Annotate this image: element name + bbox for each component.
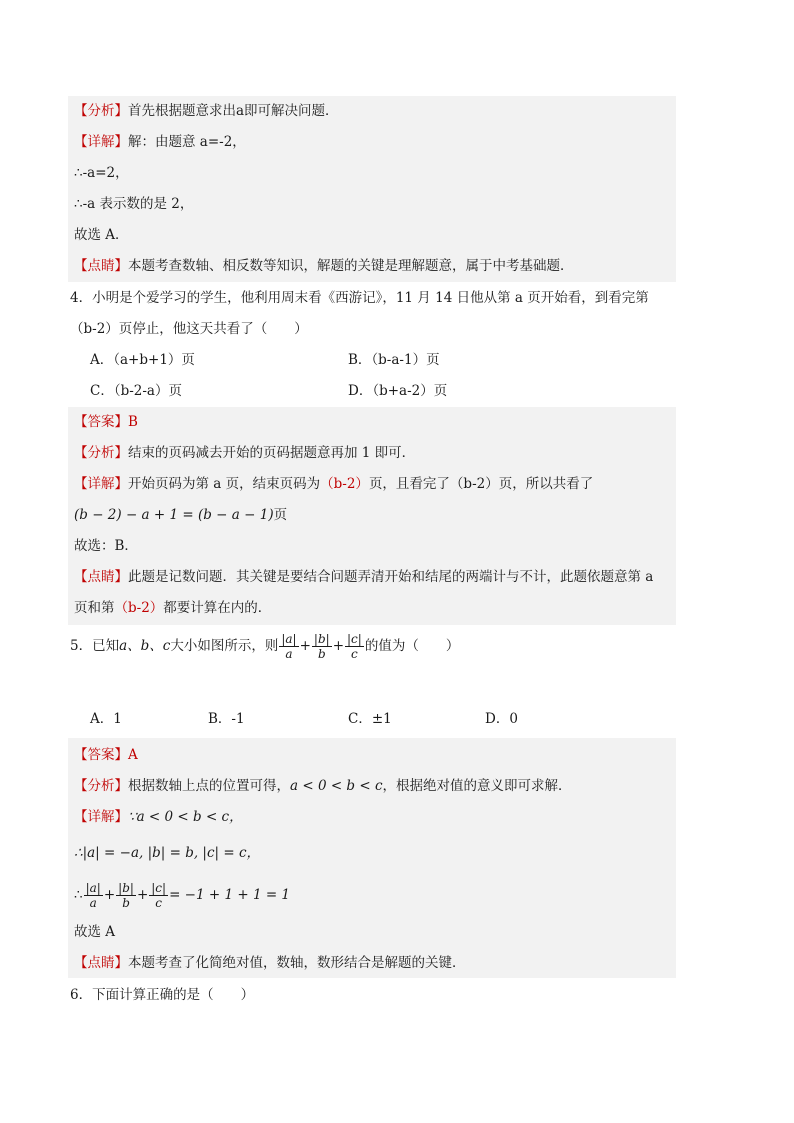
analysis-line (74, 101, 339, 121)
detail-line (74, 807, 243, 827)
step-result: = −1 + 1 + 1 = 1 (169, 887, 291, 903)
comment-text: 本题考查了化简绝对值，数轴，数形结合是解题的关键． (128, 955, 466, 971)
analysis-tag: 【分析】 (74, 103, 128, 119)
formula: (b − 2) − a + 1 = (b − a − 1) (74, 507, 274, 523)
comment-line-2 (74, 598, 271, 618)
fraction-denominator: c (351, 647, 358, 661)
answer-value: B (128, 414, 138, 430)
option-a: A．（a+b+1）页 (90, 352, 195, 368)
detail-line (74, 132, 246, 152)
option-b: B．-1 (208, 711, 245, 727)
fraction-denominator: c (155, 896, 163, 910)
solution-step (74, 843, 260, 863)
option-a: A．1 (90, 711, 122, 727)
option-b: B．（b-a-1）页 (348, 352, 440, 368)
q5-vars: a、b、c (119, 638, 171, 654)
fraction-a (84, 882, 103, 909)
fraction-numerator: |c| (347, 632, 362, 646)
step-formula: ∴|a| = −a, |b| = b, |c| = c， (74, 845, 261, 861)
fraction-denominator: b (122, 896, 130, 910)
answer-value: A (128, 747, 138, 763)
analysis-line (74, 443, 415, 463)
fraction-numerator: |a| (85, 881, 101, 895)
analysis-text: 结束的页码减去开始的页码据题意再加 1 即可． (128, 445, 416, 461)
comment-text: 本题考查数轴、相反数等知识，解题的关键是理解题意，属于中考基础题． (128, 258, 574, 274)
comment-tag: 【点睛】 (74, 955, 128, 971)
fraction-numerator: |b| (313, 632, 330, 646)
fraction-a (279, 633, 298, 660)
analysis-line (74, 776, 572, 796)
formula-line (74, 505, 287, 525)
fraction-denominator: a (285, 647, 293, 661)
comment-line (74, 256, 574, 276)
therefore-symbol: ∴ (74, 887, 83, 903)
inequality: a < 0 < b < c (290, 778, 383, 794)
q5-mid: 大小如图所示，则 (170, 638, 279, 654)
detail-text: 解：由题意 a=-2， (128, 134, 246, 150)
fraction-b (116, 882, 136, 909)
analysis-tag: 【分析】 (74, 778, 128, 794)
answer-tag: 【答案】 (74, 747, 128, 763)
answer-tag: 【答案】 (74, 414, 128, 430)
comment-line (74, 567, 653, 587)
comment-tag: 【点睛】 (74, 258, 128, 274)
fraction-c (345, 633, 364, 660)
fraction-b (312, 633, 332, 660)
detail-text: ∵a < 0 < b < c， (128, 809, 243, 825)
detail-tag: 【详解】 (74, 476, 128, 492)
fraction-numerator: |c| (151, 881, 167, 895)
choice-line: 故选：B． (74, 538, 138, 554)
comment-line (74, 953, 466, 973)
answer-line (74, 412, 138, 432)
detail-highlight: （b-2） (320, 476, 369, 492)
question-6-stem: 6．下面计算正确的是（ ） (70, 987, 255, 1003)
detail-text: 页，且看完了（b-2）页，所以共看了 (368, 476, 594, 492)
analysis-tag: 【分析】 (74, 445, 128, 461)
comment-text: 此题是记数问题．其关键是要结合问题弄清开始和结尾的两端计与不计，此题依题意第 a (128, 569, 654, 585)
question-4-stem: 4．小明是个爱学习的学生，他利用周末看《西游记》，11 月 14 日他从第 a 页开始看，到看完第 (70, 290, 649, 306)
analysis-text: ，根据绝对值的意义即可求解． (382, 778, 572, 794)
analysis-text: 首先根据题意求出a即可解决问题． (128, 103, 339, 119)
q5-suffix: 的值为（ ） (364, 638, 460, 654)
answer-line (74, 745, 138, 765)
formula-unit: 页 (273, 507, 288, 523)
option-d: D．0 (485, 711, 518, 727)
option-c: C．（b-2-a）页 (90, 383, 182, 399)
comment-text: 都要计算在内的． (163, 600, 272, 616)
solution-box-q3 (68, 96, 676, 282)
solution-step-fraction: ∴ $\frac{|a|}{a}$ + $\frac{|b|}{b}$ + $\frac{|c|}{c}$ = −1 + 1 + 1 = 1 (74, 881, 291, 910)
choice-line: 故选 A． (74, 227, 129, 243)
comment-highlight: （b-2） (114, 600, 164, 616)
analysis-text: 根据数轴上点的位置可得， (128, 778, 290, 794)
fraction-c (149, 882, 168, 909)
solution-step: ∴-a=2， (74, 165, 129, 181)
fraction-denominator: a (89, 896, 97, 910)
fraction-numerator: |a| (281, 632, 297, 646)
q5-prefix: 5．已知 (70, 638, 120, 654)
question-4-stem-cont: （b-2）页停止，他这天共看了（ ） (70, 321, 308, 337)
detail-text: 开始页码为第 a 页，结束页码为 (128, 476, 321, 492)
choice-line: 故选 A (74, 924, 116, 940)
comment-tag: 【点睛】 (74, 569, 128, 585)
option-d: D．（b+a-2）页 (348, 383, 448, 399)
detail-tag: 【详解】 (74, 134, 128, 150)
question-5-stem: 5．已知a、b、c大小如图所示，则 $\frac{|a|}{a}$ + $\frac{|b|}{b}$ + $\frac{|c|}{c}$ 的值为（ ） (70, 632, 460, 661)
comment-text: 页和第 (74, 600, 115, 616)
fraction-numerator: |b| (118, 881, 134, 895)
detail-tag: 【详解】 (74, 809, 128, 825)
detail-line (74, 474, 593, 494)
fraction-denominator: b (317, 647, 326, 661)
option-c: C．±1 (348, 711, 392, 727)
solution-step: ∴-a 表示数的是 2， (74, 196, 194, 212)
